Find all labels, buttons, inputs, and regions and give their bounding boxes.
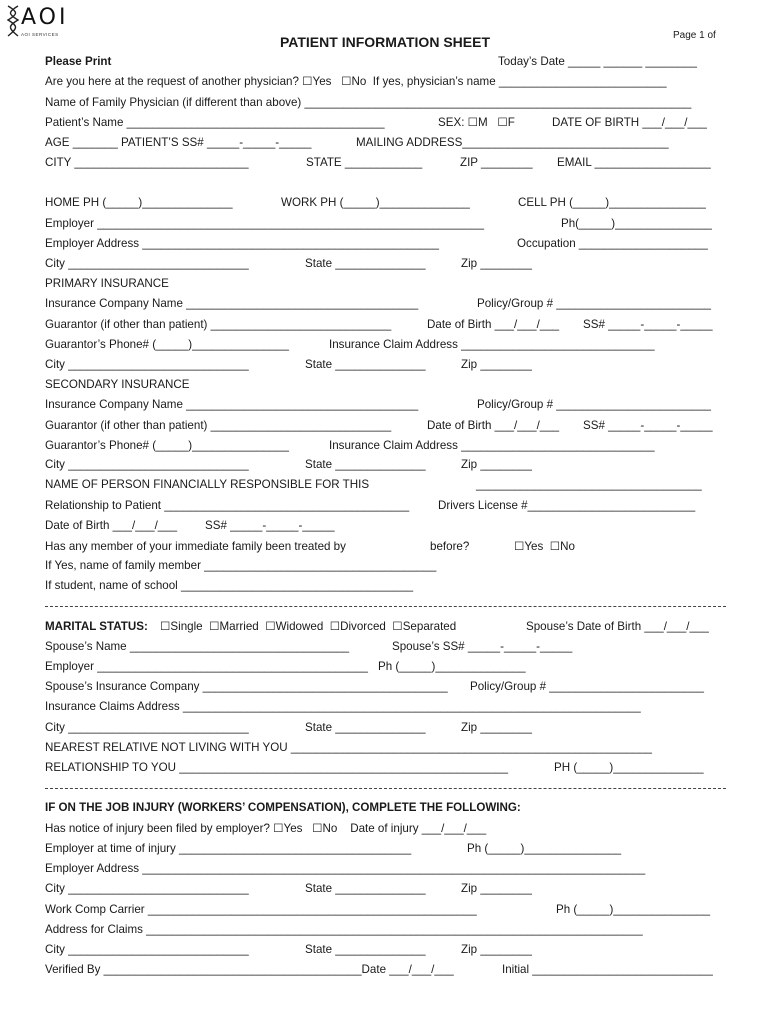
primary-insurance-company-field[interactable]: Insurance Company Name ____________________________________ [45, 297, 419, 310]
school-name-field[interactable]: If student, name of school ____________________________________ [45, 579, 414, 592]
spouse-dob-field[interactable]: Spouse’s Date of Birth ___/___/___ [526, 620, 709, 633]
secondary-guarantor-dob-field[interactable]: Date of Birth ___/___/___ [427, 419, 560, 432]
cell-phone-field[interactable]: CELL PH (_____)_______________ [518, 196, 706, 209]
secondary-guarantor-ssn-field[interactable]: SS# _____-_____-_____ [583, 419, 713, 432]
date-of-birth-field[interactable]: DATE OF BIRTH ___/___/___ [552, 116, 707, 129]
primary-claim-address-field[interactable]: Insurance Claim Address ______________________________ [329, 338, 655, 351]
employer-state-field[interactable]: State ______________ [305, 257, 426, 270]
secondary-guarantor-field[interactable]: Guarantor (if other than patient) ____________________________ [45, 419, 392, 432]
work-comp-carrier-phone-field[interactable]: Ph (_____)_______________ [556, 903, 711, 916]
mailing-address-field[interactable]: MAILING ADDRESS________________________________ [356, 136, 669, 149]
secondary-state-field[interactable]: State ______________ [305, 458, 426, 471]
primary-zip-field[interactable]: Zip ________ [461, 358, 532, 371]
claims-address-field[interactable]: Address for Claims _____________________________________________________________________________ [45, 923, 643, 936]
state-field[interactable]: STATE ____________ [306, 156, 423, 169]
injury-notice-field[interactable]: Has notice of injury been filed by employer? ☐Yes ☐No Date of injury ___/___/___ [45, 822, 487, 835]
secondary-insurance-company-field[interactable]: Insurance Company Name ____________________________________ [45, 398, 419, 411]
verified-by-field[interactable]: Verified By ________________________________________Date ___/___/___ [45, 963, 454, 976]
spouse-city-field[interactable]: City ____________________________ [45, 721, 249, 734]
relationship-to-patient-field[interactable]: Relationship to Patient ______________________________________ [45, 499, 410, 512]
please-print-label: Please Print [45, 55, 112, 68]
family-treated-before-label: before? [430, 540, 470, 553]
page-number: Page 1 of [673, 30, 716, 41]
employer-zip-field[interactable]: Zip ________ [461, 257, 532, 270]
family-physician-field[interactable]: Name of Family Physician (if different than above) ____________________________________________________________ [45, 96, 692, 109]
financially-responsible-line[interactable]: ___________________________________ [476, 478, 702, 491]
spouse-employer-field[interactable]: Employer __________________________________________ [45, 660, 369, 673]
spouse-employer-phone-field[interactable]: Ph (_____)______________ [378, 660, 526, 673]
section-divider [45, 606, 726, 607]
primary-state-field[interactable]: State ______________ [305, 358, 426, 371]
injury-zip-field[interactable]: Zip ________ [461, 882, 532, 895]
primary-policy-group-field[interactable]: Policy/Group # ________________________ [477, 297, 712, 310]
secondary-claim-address-field[interactable]: Insurance Claim Address ______________________________ [329, 439, 655, 452]
section-divider [45, 788, 726, 789]
primary-insurance-heading: PRIMARY INSURANCE [45, 277, 169, 290]
secondary-policy-group-field[interactable]: Policy/Group # ________________________ [477, 398, 712, 411]
referring-physician-field[interactable]: Are you here at the request of another physician? ☐Yes ☐No If yes, physician’s name __________________________ [45, 75, 667, 88]
marital-status-label: MARITAL STATUS: [45, 620, 148, 633]
responsible-dob-field[interactable]: Date of Birth ___/___/___ [45, 519, 178, 532]
patient-name-field[interactable]: Patient’s Name ________________________________________ [45, 116, 385, 129]
employer-field[interactable]: Employer ____________________________________________________________ [45, 217, 485, 230]
logo-letters: AOI [21, 5, 69, 30]
zip-field[interactable]: ZIP ________ [460, 156, 533, 169]
spouse-policy-group-field[interactable]: Policy/Group # ________________________ [470, 680, 705, 693]
employer-address-field[interactable]: Employer Address ______________________________________________ [45, 237, 439, 250]
claims-city-field[interactable]: City ____________________________ [45, 943, 249, 956]
financially-responsible-field: NAME OF PERSON FINANCIALLY RESPONSIBLE FOR THIS [45, 478, 370, 491]
work-comp-carrier-field[interactable]: Work Comp Carrier ___________________________________________________ [45, 903, 477, 916]
spouse-ssn-field[interactable]: Spouse’s SS# _____-_____-_____ [392, 640, 573, 653]
sex-checkboxes[interactable]: SEX: ☐M ☐F [438, 116, 515, 129]
spouse-state-field[interactable]: State ______________ [305, 721, 426, 734]
primary-guarantor-field[interactable]: Guarantor (if other than patient) ____________________________ [45, 318, 392, 331]
family-treated-question: Has any member of your immediate family been treated by [45, 540, 346, 553]
family-treated-checkboxes[interactable]: ☐Yes ☐No [514, 540, 575, 553]
employer-phone-field[interactable]: Ph(_____)_______________ [561, 217, 712, 230]
spouse-insurance-company-field[interactable]: Spouse’s Insurance Company ______________________________________ [45, 680, 448, 693]
injury-employer-field[interactable]: Employer at time of injury ____________________________________ [45, 842, 412, 855]
logo-subtext: AOI SERVICES [21, 32, 59, 37]
todays-date-field[interactable]: Today’s Date _____ ______ ________ [498, 55, 697, 68]
injury-employer-address-field[interactable]: Employer Address ______________________________________________________________________________ [45, 862, 646, 875]
nearest-relative-field[interactable]: NEAREST RELATIVE NOT LIVING WITH YOU ________________________________________________________ [45, 741, 652, 754]
occupation-field[interactable]: Occupation ____________________ [517, 237, 708, 250]
family-member-name-field[interactable]: If Yes, name of family member ____________________________________ [45, 559, 437, 572]
secondary-city-field[interactable]: City ____________________________ [45, 458, 249, 471]
dna-helix-icon [6, 4, 20, 38]
work-phone-field[interactable]: WORK PH (_____)______________ [281, 196, 470, 209]
primary-guarantor-phone-field[interactable]: Guarantor’s Phone# (_____)_______________ [45, 338, 289, 351]
spouse-claims-address-field[interactable]: Insurance Claims Address _______________________________________________________________________ [45, 700, 641, 713]
injury-state-field[interactable]: State ______________ [305, 882, 426, 895]
page-title: PATIENT INFORMATION SHEET [280, 34, 490, 50]
spouse-zip-field[interactable]: Zip ________ [461, 721, 532, 734]
claims-state-field[interactable]: State ______________ [305, 943, 426, 956]
relative-phone-field[interactable]: PH (_____)______________ [554, 761, 704, 774]
secondary-guarantor-phone-field[interactable]: Guarantor’s Phone# (_____)_______________ [45, 439, 289, 452]
secondary-insurance-heading: SECONDARY INSURANCE [45, 378, 190, 391]
primary-guarantor-ssn-field[interactable]: SS# _____-_____-_____ [583, 318, 713, 331]
claims-zip-field[interactable]: Zip ________ [461, 943, 532, 956]
marital-status-checkboxes[interactable]: ☐Single ☐Married ☐Widowed ☐Divorced ☐Separated [160, 620, 457, 633]
primary-city-field[interactable]: City ____________________________ [45, 358, 249, 371]
age-ssn-field[interactable]: AGE _______ PATIENT’S SS# _____-_____-_____ [45, 136, 312, 149]
responsible-ssn-field[interactable]: SS# _____-_____-_____ [205, 519, 335, 532]
employer-city-field[interactable]: City ____________________________ [45, 257, 249, 270]
spouse-name-field[interactable]: Spouse’s Name __________________________________ [45, 640, 350, 653]
primary-guarantor-dob-field[interactable]: Date of Birth ___/___/___ [427, 318, 560, 331]
initial-field[interactable]: Initial ____________________________ [502, 963, 713, 976]
secondary-zip-field[interactable]: Zip ________ [461, 458, 532, 471]
relationship-to-you-field[interactable]: RELATIONSHIP TO YOU ___________________________________________________ [45, 761, 509, 774]
city-field[interactable]: CITY ___________________________ [45, 156, 249, 169]
company-logo [6, 4, 69, 38]
injury-city-field[interactable]: City ____________________________ [45, 882, 249, 895]
email-field[interactable]: EMAIL __________________ [557, 156, 711, 169]
workers-comp-heading: IF ON THE JOB INJURY (WORKERS’ COMPENSATION), COMPLETE THE FOLLOWING: [45, 801, 521, 814]
home-phone-field[interactable]: HOME PH (_____)______________ [45, 196, 233, 209]
injury-employer-phone-field[interactable]: Ph (_____)_______________ [467, 842, 622, 855]
drivers-license-field[interactable]: Drivers License #__________________________ [438, 499, 696, 512]
